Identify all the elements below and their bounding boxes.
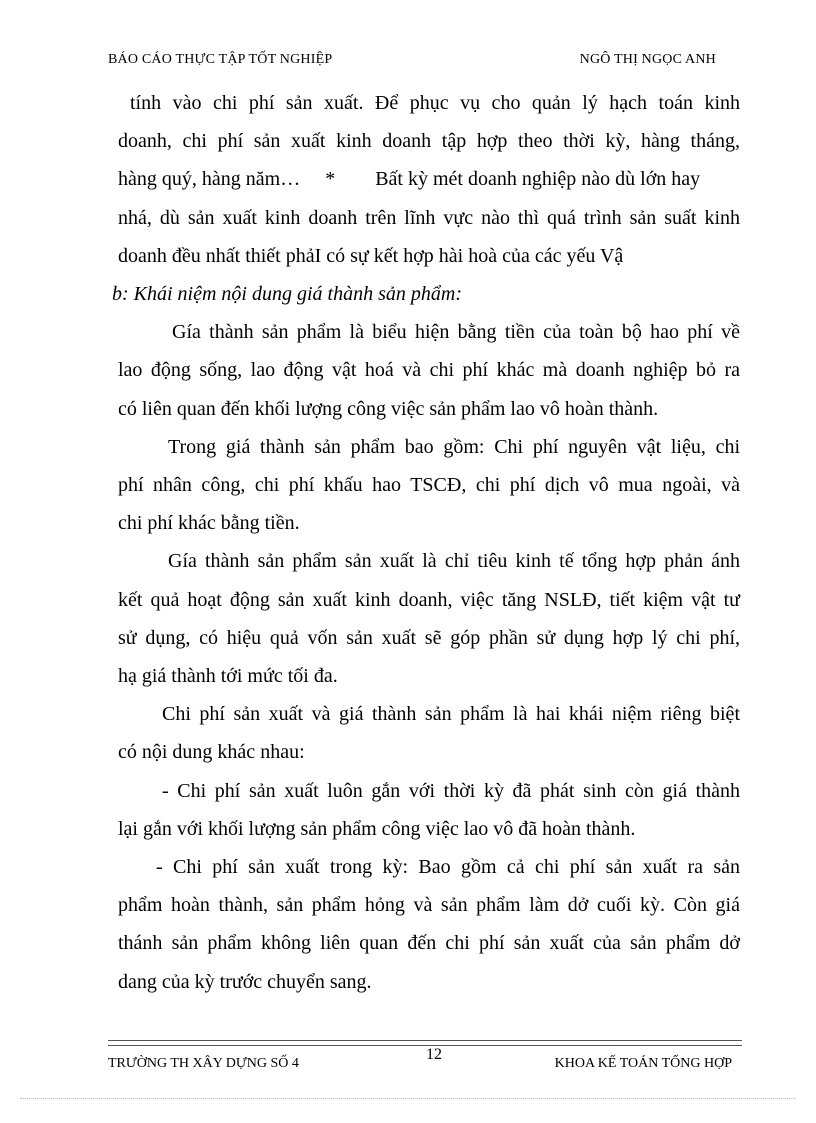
body-line: doanh đều nhất thiết phảI có sự kết hợp hài hoà của các yếu Vậ: [118, 244, 624, 267]
body-line: có nội dung khác nhau:: [118, 741, 305, 764]
body-line: hàng quý, hàng năm… * Bất kỳ mét doanh nghiệp nào dù lớn hay: [118, 168, 701, 191]
body-line: lao động sống, lao động vật hoá và chi phí khác mà doanh nghiệp bỏ ra: [118, 359, 740, 382]
body-line: thánh sản phẩm không liên quan đến chi phí sản xuất của sản phẩm dở: [118, 932, 740, 955]
body-line: doanh, chi phí sản xuất kinh doanh tập hợp theo thời kỳ, hàng tháng,: [118, 130, 740, 153]
body-line: dang của kỳ trước chuyển sang.: [118, 970, 372, 993]
page-header: [108, 52, 720, 72]
footer-school-name: TRƯỜNG TH XÂY DỰNG SỐ 4: [108, 1056, 299, 1071]
section-heading: b: Khái niệm nội dung giá thành sản phẩm:: [112, 283, 462, 306]
footer-department: KHOA KẾ TOÁN TỔNG HỢP: [554, 1056, 732, 1071]
body-line: Chi phí sản xuất và giá thành sản phẩm là hai khái niệm riêng biệt: [162, 703, 740, 726]
body-line: phẩm hoàn thành, sản phẩm hỏng và sản phẩm làm dở cuối kỳ. Còn giá: [118, 894, 740, 917]
body-line: có liên quan đến khối lượng công việc sản phẩm lao vô hoàn thành.: [118, 397, 659, 420]
body-line: Trong giá thành sản phẩm bao gồm: Chi phí nguyên vật liệu, chi: [168, 435, 740, 458]
header-report-title: BÁO CÁO THỰC TẬP TỐT NGHIỆP: [108, 52, 333, 67]
body-line: lại gắn với khối lượng sản phẩm công việc lao vô đã hoàn thành.: [118, 817, 636, 840]
page-number: 12: [426, 1046, 442, 1063]
header-author-name: NGÔ THỊ NGỌC ANH: [579, 52, 716, 67]
body-line: nhá, dù sản xuất kinh doanh trên lĩnh vực nào thì quá trình sản suất kinh: [118, 206, 740, 229]
footer-divider: [108, 1045, 742, 1046]
body-line: tính vào chi phí sản xuất. Để phục vụ cho quản lý hạch toán kinh: [130, 92, 740, 114]
body-line: hạ giá thành tới mức tối đa.: [118, 665, 338, 688]
body-line: sử dụng, có hiệu quả vốn sản xuất sẽ góp phần sử dụng hợp lý chi phí,: [118, 626, 740, 649]
body-line: Gía thành sản phẩm là biểu hiện bằng tiền của toàn bộ hao phí về: [172, 321, 740, 344]
body-line: Gía thành sản phẩm sản xuất là chỉ tiêu kinh tế tổng hợp phản ánh: [168, 550, 740, 573]
footer-divider: [108, 1040, 742, 1041]
body-line: - Chi phí sản xuất luôn gắn với thời kỳ đã phát sinh còn giá thành: [162, 779, 740, 802]
document-body: [112, 84, 740, 1001]
body-line: kết quả hoạt động sản xuất kinh doanh, việc tăng NSLĐ, tiết kiệm vật tư: [118, 588, 740, 611]
page-footer: [108, 1046, 742, 1076]
body-line: phí nhân công, chi phí khấu hao TSCĐ, chi phí dịch vô mua ngoài, và: [118, 474, 740, 497]
body-line: - Chi phí sản xuất trong kỳ: Bao gồm cả chi phí sản xuất ra sản: [156, 856, 740, 879]
page-edge-divider: [20, 1098, 796, 1099]
body-line: chi phí khác bằng tiền.: [118, 512, 300, 535]
